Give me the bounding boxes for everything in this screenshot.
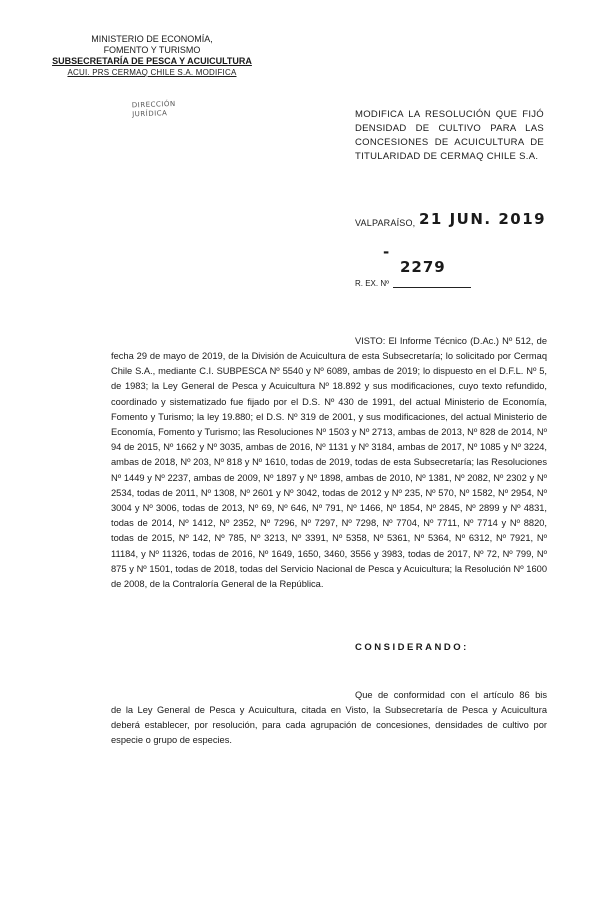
stamp-line-1: DIRECCIÓN bbox=[131, 99, 176, 110]
place-label: VALPARAÍSO, bbox=[355, 218, 416, 228]
ministry-line-1: MINISTERIO DE ECONOMÍA, bbox=[91, 34, 213, 44]
visto-paragraph: fecha 29 de mayo de 2019, de la División de Acuicultura de esta Subsecretaría; lo solicitado por Cermaq Chile S.A., mediante C.I. SUBPESCA Nº 5540 y Nº 6089, ambas de 2019; lo dispuesto en el D.F.L. Nº 5, de 1983; la Ley General de Pesca y Acuicultura Nº 18.892 y sus modificaciones, cuyo texto refundido, coordinado y sistematizado fue fijado por el D.S. Nº 430 de 1991, del actual Ministerio de Economía, Fomento y Turismo; la ley 19.880; el D.S. Nº 319 de 2001, y sus modificaciones, del actual Ministerio de Economía, Fomento y Turismo; las Resoluciones Nº 1503 y Nº 2713, ambas de 2013, Nº 828 de 2014, Nº 94 de 2015, Nº 1662 y Nº 3035, ambas de 2016, Nº 1131 y Nº 3184, ambas de 2017, Nº 1085 y Nº 3224, ambas de 2018, Nº 203, Nº 818 y Nº 1610, todas de 2019, todas de esta Subsecretaría; las Resoluciones Nº 1449 y Nº 2237, ambas de 2009, Nº 1897 y Nº 1898, ambas de 2010, Nº 1381, Nº 2082, Nº 2302 y Nº 2534, todas de 2011, Nº 1308, Nº 2601 y Nº 3042, todas de 2012 y Nº 235, Nº 570, Nº 1582, Nº 2954, Nº 3004 y Nº 3006, todas de 2013, Nº 69, Nº 646, Nº 791, Nº 1466, Nº 1854, Nº 2845, Nº 2899 y Nº 4831, todas de 2014, Nº 1412, Nº 2352, Nº 7296, Nº 7297, Nº 7298, Nº 7704, Nº 7711, Nº 7714 y Nº 8820, todas de 2015, Nº 142, Nº 785, Nº 3213, Nº 3391, Nº 5358, Nº 5361, Nº 5364, Nº 6312, Nº 7921, Nº 11184, y Nº 11326, todas de 2016, Nº 1649, 1650, 3460, 3556 y 3983, todas de 2017, Nº 72, Nº 799, Nº 875 y Nº 1501, todas de 2018, todas del Servicio Nacional de Pesca y Acuicultura; la Resolución Nº 1600 de 2008, de la Contraloría General de la República. bbox=[111, 351, 547, 590]
subject-line-4: TITULARIDAD DE CERMAQ CHILE S.A. bbox=[355, 151, 539, 162]
stamp-line-2: JURÍDICA bbox=[132, 109, 168, 119]
reference-code: ACUI. PRS CERMAQ CHILE S.A. MODIFICA bbox=[67, 68, 237, 77]
subsecretaria-name: SUBSECRETARÍA DE PESCA Y ACUICULTURA bbox=[52, 56, 252, 66]
resolution-subject bbox=[355, 108, 544, 164]
considerando-first-line: Que de conformidad con el artículo 86 bis bbox=[355, 690, 547, 700]
considerando-paragraph: de la Ley General de Pesca y Acuicultura, citada en Visto, la Subsecretaría de Pesca y Acuicultura deberá establecer, por resolución, para cada agrupación de concesiones, densidades de cultivo por especie o grupo de especies. bbox=[111, 705, 547, 746]
subject-line-2: DENSIDAD DE CULTIVO PARA LAS bbox=[355, 123, 544, 134]
resolution-label: R. EX. Nº bbox=[355, 279, 390, 288]
subject-line-1: MODIFICA LA RESOLUCIÓN QUE FIJÓ bbox=[355, 109, 544, 120]
ministry-line-2: FOMENTO Y TURISMO bbox=[103, 45, 201, 55]
resolution-number: 2279 bbox=[400, 258, 446, 276]
considerando-heading: CONSIDERANDO: bbox=[355, 642, 469, 653]
date-stamp: 21 JUN. 2019 bbox=[419, 210, 547, 228]
department-stamp bbox=[132, 99, 213, 120]
resolution-dash: - bbox=[383, 243, 391, 261]
letterhead bbox=[52, 34, 252, 78]
visto-first-line: VISTO: El Informe Técnico (D.Ac.) Nº 512, de bbox=[355, 336, 547, 346]
resolution-underline bbox=[393, 287, 471, 288]
subject-line-3: CONCESIONES DE ACUICULTURA DE bbox=[355, 137, 544, 148]
